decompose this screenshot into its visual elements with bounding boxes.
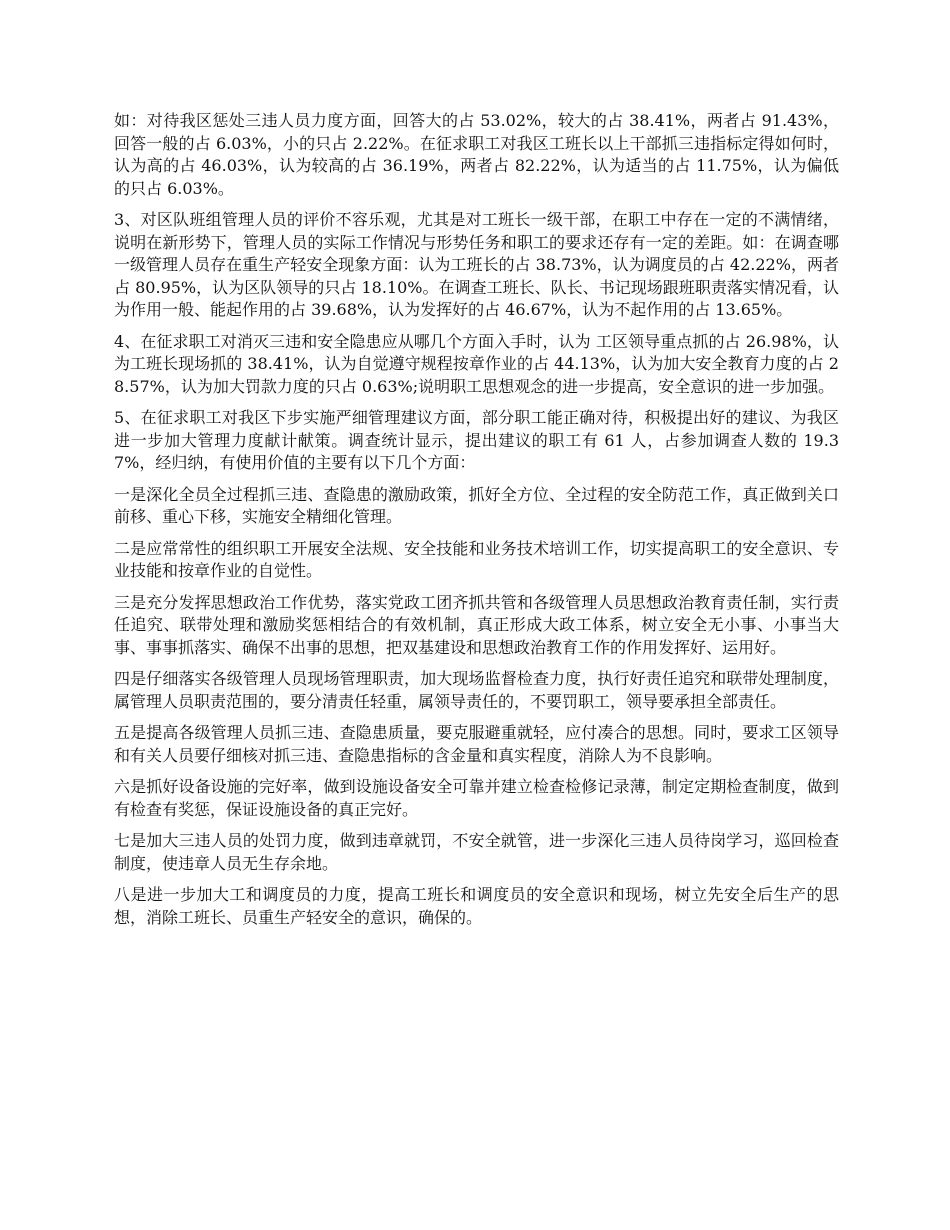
document-body bbox=[114, 110, 839, 938]
paragraph-suggestion-2: 二是应常常性的组织职工开展安全法规、安全技能和业务技术培训工作，切实提高职工的安全意识、专业技能和按章作业的自觉性。 bbox=[114, 538, 839, 580]
paragraph-management-evaluation: 3、对区队班组管理人员的评价不容乐观，尤其是对工班长一级干部，在职工中存在一定的不满情绪，说明在新形势下，管理人员的实际工作情况与形势任务和职工的要求还存有一定的差距。如：在调查哪一级管理人员存在重生产轻安全现象方面：认为工班长的占 38.73%，认为调度员的占 42.22%，两者占 80.95%，认为区队领导的只占 18.10%。在调查工班长、队长、书记现场跟班职责落实情况看，认为作用一般、能起作用的占 39.68%，认为发挥好的占 46.67%，认为不起作用的占 13.65%。 bbox=[114, 210, 839, 319]
paragraph-suggestion-5: 五是提高各级管理人员抓三违、查隐患质量，要克服避重就轻，应付凑合的思想。同时，要求工区领导和有关人员要仔细核对抓三违、查隐患指标的含金量和真实程度，消除人为不良影响。 bbox=[114, 723, 839, 765]
paragraph-eliminate-violations: 4、在征求职工对消灭三违和安全隐患应从哪几个方面入手时，认为 工区领导重点抓的占 26.98%，认为工班长现场抓的 38.41%，认为自觉遵守规程按章作业的占 44.13%，认为加大安全教育力度的占 28.57%，认为加大罚款力度的只占 0.63%;说明职工思想观念的进一步提高，安全意识的进一步加强。 bbox=[114, 331, 839, 396]
paragraph-suggestion-1: 一是深化全员全过程抓三违、查隐患的激励政策，抓好全方位、全过程的安全防范工作，真正做到关口前移、重心下移，实施安全精细化管理。 bbox=[114, 484, 839, 526]
paragraph-suggestion-6: 六是抓好设备设施的完好率，做到设施设备安全可靠并建立检查检修记录薄，制定定期检查制度，做到有检查有奖惩，保证设施设备的真正完好。 bbox=[114, 777, 839, 819]
paragraph-penalty-survey: 如：对待我区惩处三违人员力度方面，回答大的占 53.02%，较大的占 38.41%，两者占 91.43%，回答一般的占 6.03%，小的只占 2.22%。在征求职工对我区工班长以上干部抓三违指标定得如何时，认为高的占 46.03%，认为较高的占 36.19%，两者占 82.22%，认为适当的占 11.75%，认为偏低的只占 6.03%。 bbox=[114, 111, 839, 198]
paragraph-suggestions-intro: 5、在征求职工对我区下步实施严细管理建议方面，部分职工能正确对待，积极提出好的建议、为我区进一步加大管理力度献计献策。调查统计显示，提出建议的职工有 61 人，占参加调查人数的 19.37%，经归纳，有使用价值的主要有以下几个方面： bbox=[114, 408, 839, 472]
paragraph-suggestion-8: 八是进一步加大工和调度员的力度，提高工班长和调度员的安全意识和现场，树立先安全后生产的思想，消除工班长、员重生产轻安全的意识，确保的。 bbox=[114, 885, 839, 927]
paragraph-suggestion-7: 七是加大三违人员的处罚力度，做到违章就罚，不安全就管，进一步深化三违人员待岗学习，巡回检查制度，使违章人员无生存余地。 bbox=[114, 831, 839, 873]
paragraph-suggestion-4: 四是仔细落实各级管理人员现场管理职责，加大现场监督检查力度，执行好责任追究和联带处理制度，属管理人员职责范围的，要分清责任轻重，属领导责任的，不要罚职工，领导要承担全部责任。 bbox=[114, 669, 839, 711]
paragraph-suggestion-3: 三是充分发挥思想政治工作优势，落实党政工团齐抓共管和各级管理人员思想政治教育责任制，实行责任追究、联带处理和激励奖惩相结合的有效机制，真正形成大政工体系，树立安全无小事、小事当大事、事事抓落实、确保不出事的思想，把双基建设和思想政治教育工作的作用发挥好、运用好。 bbox=[114, 592, 839, 657]
